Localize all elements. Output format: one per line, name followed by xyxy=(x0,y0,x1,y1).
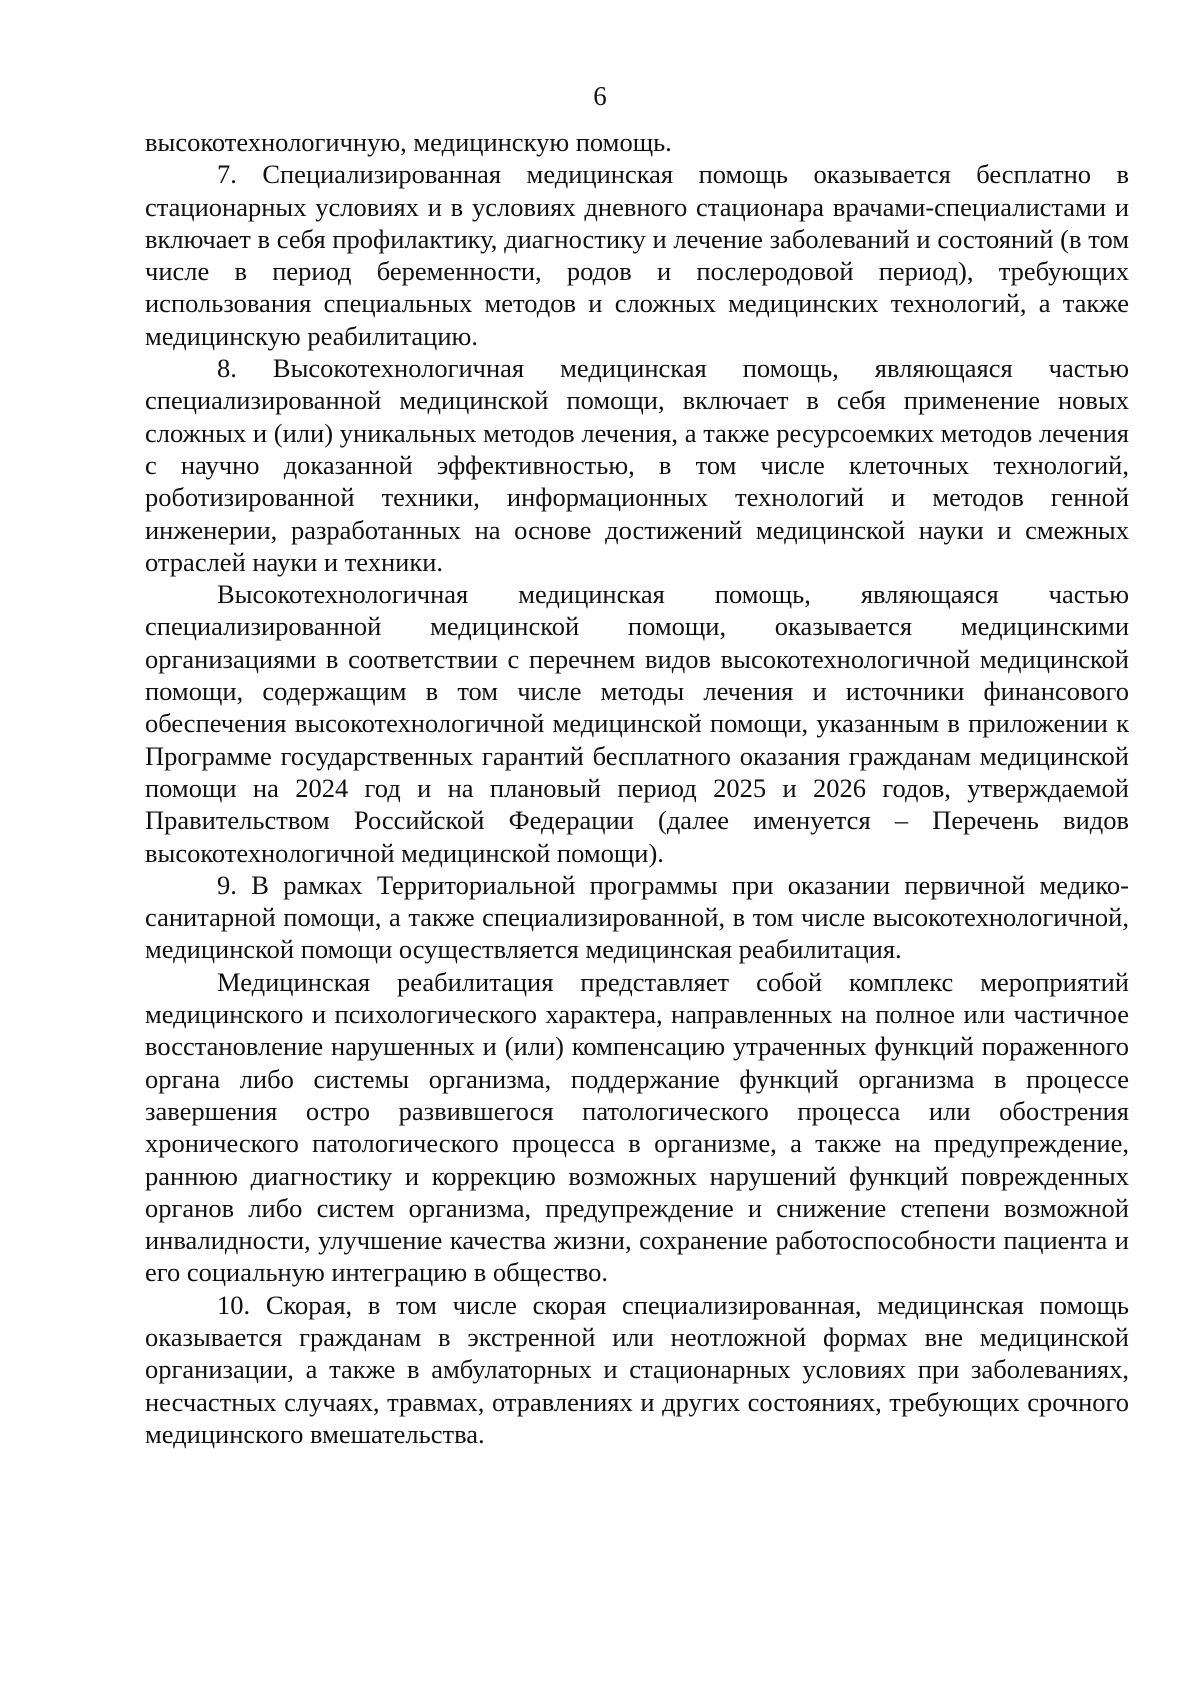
paragraph-continuation: высокотехнологичную, медицинскую помощь. xyxy=(145,127,672,157)
paragraph-item-9: 9. В рамках Территориальной программы при оказании первичной медико-санитарной помощи, а также специализированной, в том числе высокотехнологичной, медицинской помощи осуществляется медицинская реабилитация. xyxy=(145,869,1129,965)
paragraph-rehabilitation: Медицинская реабилитация представляет собой комплекс мероприятий медицинского и психологического характера, направленных на полное или частичное восстановление нарушенных и (или) компенсацию утраченных функций пораженного органа либо системы организма, поддержание функций организма в процессе завершения остро развившегося патологического процесса или обострения хронического патологического процесса в организме, а также на предупреждение, раннюю диагностику и коррекцию возможных нарушений функций поврежденных органов либо систем организма, предупреждение и снижение степени возможной инвалидности, улучшение качества жизни, сохранение работоспособности пациента и его социальную интеграцию в общество. xyxy=(145,966,1129,1288)
paragraph-high-tech-care: Высокотехнологичная медицинская помощь, являющаяся частью специализированной медицинской помощи, оказывается медицинскими организациями в соответствии с перечнем видов высокотехнологичной медицинской помощи, содержащим в том числе методы лечения и источники финансового обеспечения высокотехнологичной медицинской помощи, указанным в приложении к Программе государственных гарантий бесплатного оказания гражданам медицинской помощи на 2024 год и на плановый период 2025 и 2026 годов, утверждаемой Правительством Российской Федерации (далее именуется – Перечень видов высокотехнологичной медицинской помощи). xyxy=(145,579,1129,868)
paragraph-item-10: 10. Скорая, в том числе скорая специализированная, медицинская помощь оказывается гражданам в экстренной или неотложной формах вне медицинской организации, а также в амбулаторных и стационарных условиях при заболеваниях, несчастных случаях, травмах, отравлениях и других состояниях, требующих срочного медицинского вмешательства. xyxy=(145,1289,1129,1449)
page-number: 6 xyxy=(593,81,607,111)
document-body xyxy=(145,126,1129,1450)
paragraph-item-7: 7. Специализированная медицинская помощь оказывается бесплатно в стационарных условиях и в условиях дневного стационара врачами-специалистами и включает в себя профилактику, диагностику и лечение заболеваний и состояний (в том числе в период беременности, родов и послеродовой период), требующих использования специальных методов и сложных медицинских технологий, а также медицинскую реабилитацию. xyxy=(145,159,1129,351)
paragraph-item-8: 8. Высокотехнологичная медицинская помощь, являющаяся частью специализированной медицинской помощи, включает в себя применение новых сложных и (или) уникальных методов лечения, а также ресурсоемких методов лечения с научно доказанной эффективностью, в том числе клеточных технологий, роботизированной техники, информационных технологий и методов генной инженерии, разработанных на основе достижений медицинской науки и смежных отраслей науки и техники. xyxy=(145,353,1129,577)
